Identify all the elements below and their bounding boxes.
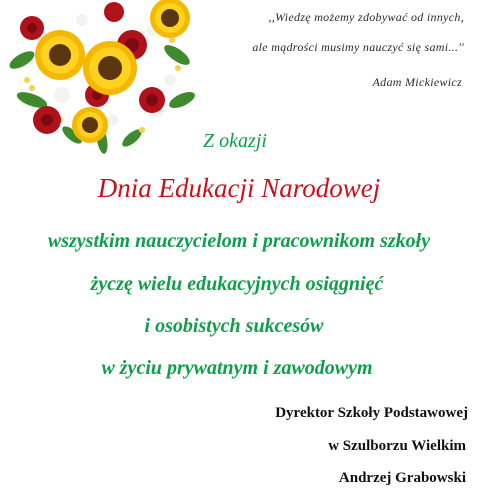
signature-location: w Szulborzu Wielkim — [328, 438, 466, 454]
quote-line-2: ale mądrości musimy nauczyć się sami...'' — [252, 40, 464, 54]
wish-line-1: wszystkim nauczycielom i pracownikom szkoły — [47, 230, 431, 252]
wish-line-4: w życiu prywatnym i zawodowym — [101, 357, 373, 379]
signature-title: Dyrektor Szkoły Podstawowej — [275, 405, 468, 421]
wish-line-2: życzę wielu edukacyjnych osiągnięć — [90, 273, 384, 295]
signature-name: Andrzej Grabowski — [338, 470, 466, 486]
wish-line-3: i osobistych sukcesów — [144, 315, 324, 337]
occasion-title: Dnia Edukacji Narodowej — [97, 173, 381, 203]
quote-author: Adam Mickiewicz — [372, 75, 462, 89]
occasion-intro: Z okazji — [203, 130, 267, 152]
quote-line-1: ,,Wiedzę możemy zdobywać od innych, — [268, 10, 464, 24]
